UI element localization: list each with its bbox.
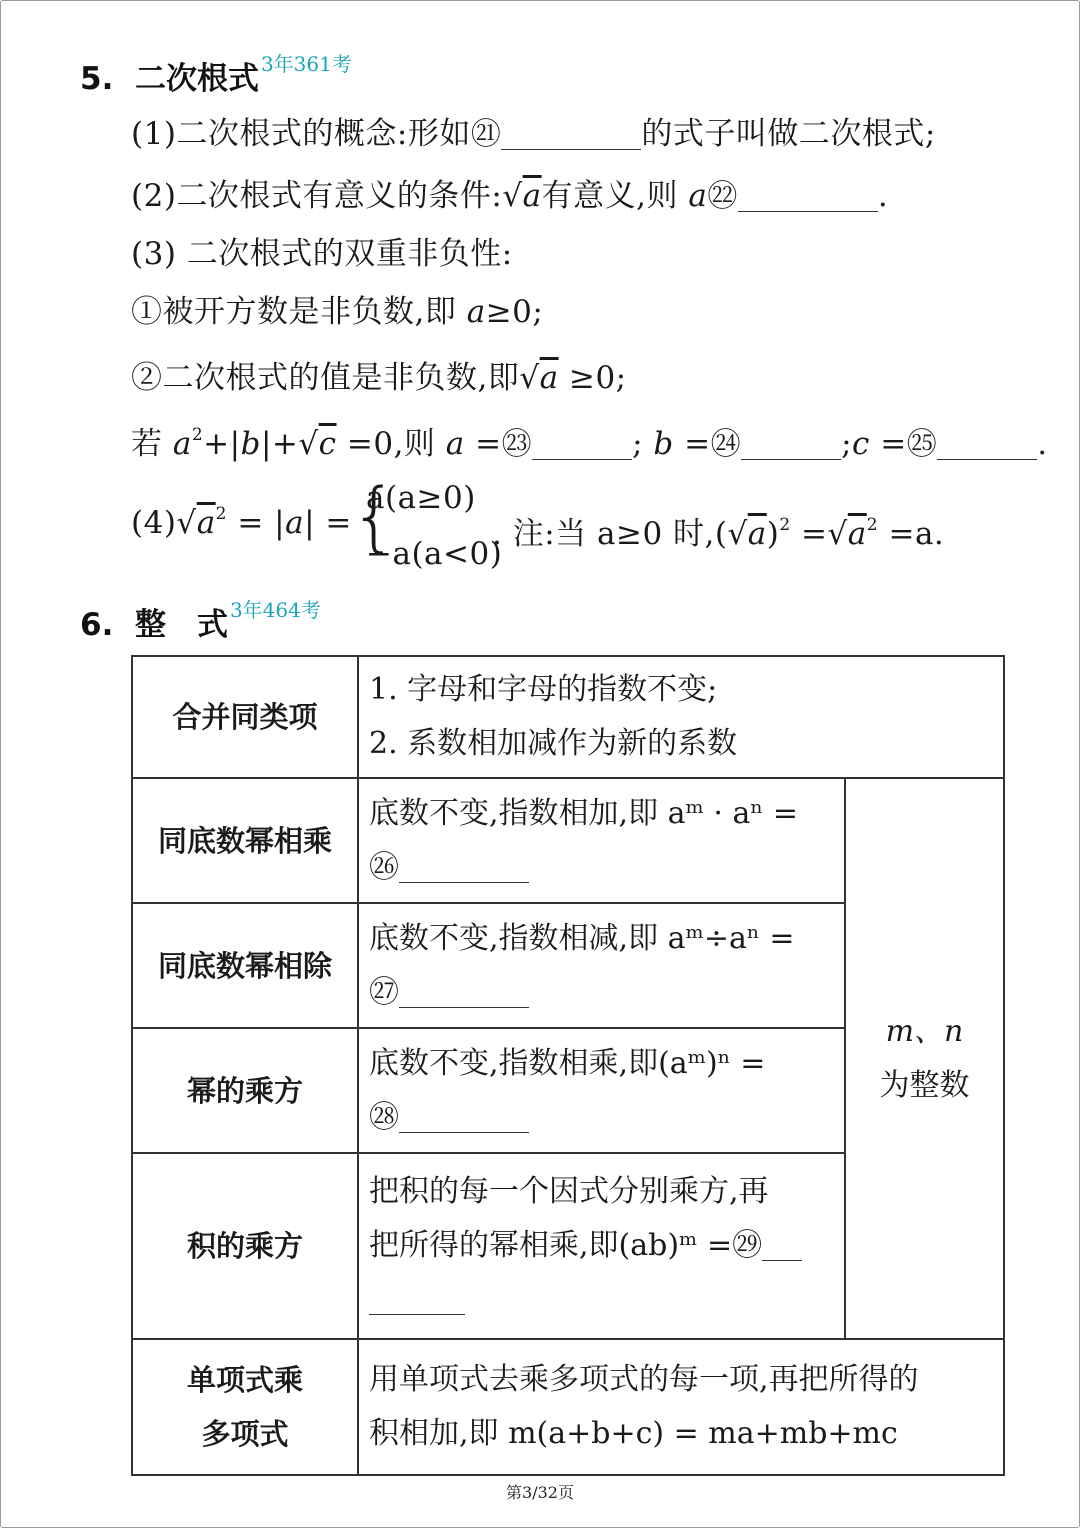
item-3a: ①被开方数是非负数,即 a≥0; xyxy=(131,294,544,330)
blank-24[interactable] xyxy=(741,425,841,460)
blank-21[interactable] xyxy=(501,115,641,150)
row-body: 底数不变,指数相减,即 aᵐ÷aⁿ = ㉗ xyxy=(358,903,845,1028)
polynomial-table xyxy=(131,655,1005,1476)
section-5-number: 5. xyxy=(80,61,114,97)
item-3: (3) 二次根式的双重非负性: xyxy=(131,236,513,272)
table-row xyxy=(132,656,1004,778)
table-row xyxy=(132,778,1004,903)
blank-25[interactable] xyxy=(937,425,1037,460)
section-6-title: 整 式 xyxy=(134,607,228,643)
blank-26[interactable] xyxy=(399,848,529,883)
table-row xyxy=(132,1339,1004,1475)
blank-28[interactable] xyxy=(399,1098,529,1133)
section-5-heading xyxy=(80,48,352,98)
item-4-note: . 注:当 a≥0 时$,(√a)^2 =√a^2 =a$. xyxy=(492,515,945,552)
blank-27[interactable] xyxy=(399,973,529,1008)
row-head: 积的乘方 xyxy=(132,1153,358,1339)
item-3b: ②二次根式的值是非负数,即√a ≥0; xyxy=(131,360,627,396)
row-head: 同底数幂相乘 xyxy=(132,778,358,903)
case-2: −a(a<0) xyxy=(366,536,503,572)
example-line: 若 $a^2+|b|+√c =0$,则 a =㉓ ; b =㉔ ;c =㉕ . xyxy=(131,425,1048,462)
row-body: 用单项式去乘多项式的每一项,再把所得的 积相加,即 m(a+b+c) = ma+mb+mc xyxy=(358,1339,1004,1475)
blank-22[interactable] xyxy=(738,177,878,212)
blank-23[interactable] xyxy=(532,425,632,460)
item-1: (1)二次根式的概念:形如㉑ 的式子叫做二次根式; xyxy=(131,116,936,152)
blank-22-marker: ㉒ xyxy=(707,179,738,214)
row-body: 底数不变,指数相乘,即(aᵐ)ⁿ = ㉘ xyxy=(358,1028,845,1153)
row-head: 幂的乘方 xyxy=(132,1028,358,1153)
row-head: 单项式乘 多项式 xyxy=(132,1339,358,1475)
section-6-heading xyxy=(80,594,321,644)
row-body: 1. 字母和字母的指数不变; 2. 系数相加减作为新的系数 xyxy=(358,656,1004,778)
item-4: $(4)√a^2 = |a|$ = xyxy=(131,504,352,541)
section-6-number: 6. xyxy=(80,607,114,643)
row-body: 底数不变,指数相加,即 aᵐ · aⁿ = ㉖ xyxy=(358,778,845,903)
case-1: a(a≥0) xyxy=(366,480,476,516)
section-5-title: 二次根式 xyxy=(134,61,259,97)
blank-29[interactable] xyxy=(762,1226,802,1261)
row-head: 合并同类项 xyxy=(132,656,358,778)
cases-brace: { xyxy=(350,471,399,560)
row-body: 把积的每一个因式分别乘方,再 把所得的幂相乘,即(ab)ᵐ =㉙ xyxy=(358,1153,845,1339)
row-head: 同底数幂相除 xyxy=(132,903,358,1028)
item-2: (2)二次根式有意义的条件:√a有意义,则 a㉒ . xyxy=(131,178,889,214)
section-6-badge: 3年464考 xyxy=(229,598,321,622)
side-note: m、n 为整数 xyxy=(845,778,1004,1339)
blank-21-marker: ㉑ xyxy=(470,117,502,152)
page-footer: 第3/32页 xyxy=(506,1483,574,1502)
section-5-badge: 3年361考 xyxy=(260,52,352,76)
blank-29-cont[interactable] xyxy=(369,1280,465,1315)
